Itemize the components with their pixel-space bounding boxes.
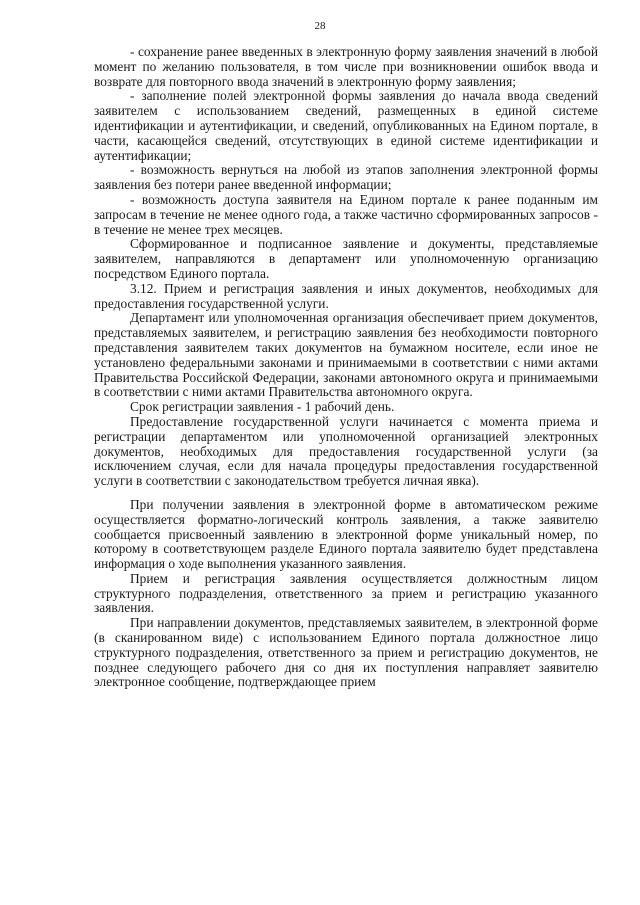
paragraph: Срок регистрации заявления - 1 рабочий день. bbox=[130, 399, 395, 415]
paragraph: Предоставление государственной услуги начинается с момента приема и регистрации департаментом или уполномоченной организацией электронных документов, необходимых для предоставления государственной услуги (за исключением случая, если для начала процедуры предоставления государственной услуги в соответствии с законодательством требуется личная явка). bbox=[94, 413, 598, 489]
document-body bbox=[94, 45, 598, 690]
paragraph: Департамент или уполномоченная организация обеспечивает прием документов, представляемых заявителем, и регистрацию заявления без необходимости повторного представления заявителем таких документов на бумажном носителе, если иное не установлено федеральными законами и принимаемыми в соответствии с ними актами Правительства Российской Федерации, законами автономного округа и принимаемыми в соответствии с ними актами Правительства автономного округа. bbox=[94, 310, 598, 400]
paragraph: - возможность вернуться на любой из этапов заполнения электронной формы заявления без потери ранее введенной информации; bbox=[94, 162, 598, 193]
paragraph: При направлении документов, представляемых заявителем, в электронной форме (в сканированном виде) с использованием Единого портала должностное лицо структурного подразделения, ответственного за прием и регистрацию документов, не позднее следующего рабочего дня со дня их поступления направляет заявителю электронное сообщение, подтверждающее прием bbox=[94, 615, 598, 690]
paragraph: - сохранение ранее введенных в электронную форму заявления значений в любой момент по желанию пользователя, в том числе при возникновении ошибок ввода и возврате для повторного ввода значений в электронную форму заявления; bbox=[94, 44, 598, 89]
section-heading: 3.12. Прием и регистрация заявления и иных документов, необходимых для предоставления государственной услуги. bbox=[94, 280, 598, 311]
paragraph: - возможность доступа заявителя на Едином портале к ранее поданным им запросам в течение не менее одного года, а также частично сформированных запросов - в течение не менее трех месяцев. bbox=[94, 191, 598, 237]
paragraph: При получении заявления в электронной форме в автоматическом режиме осуществляется форматно-логический контроль заявления, а также заявителю сообщается присвоенный заявлению в электронной форме уникальный номер, по которому в соответствующем разделе Единого портала заявителю будет представлена информация о ходе выполнения указанного заявления. bbox=[94, 496, 598, 572]
paragraph: - заполнение полей электронной формы заявления до начала ввода сведений заявителем с использованием сведений, размещенных в единой системе идентификации и аутентификации, и сведений, опубликованных на Едином портале, в части, касающейся сведений, отсутствующих в единой системе идентификации и аутентификации; bbox=[94, 88, 598, 163]
paragraph: Сформированное и подписанное заявление и документы, представляемые заявителем, направляются в департамент или уполномоченную организацию посредством Единого портала. bbox=[94, 236, 598, 281]
paragraph: Прием и регистрация заявления осуществляется должностным лицом структурного подразделения, ответственного за прием и регистрацию указанного заявления. bbox=[94, 570, 598, 616]
page-number: 28 bbox=[314, 20, 326, 32]
